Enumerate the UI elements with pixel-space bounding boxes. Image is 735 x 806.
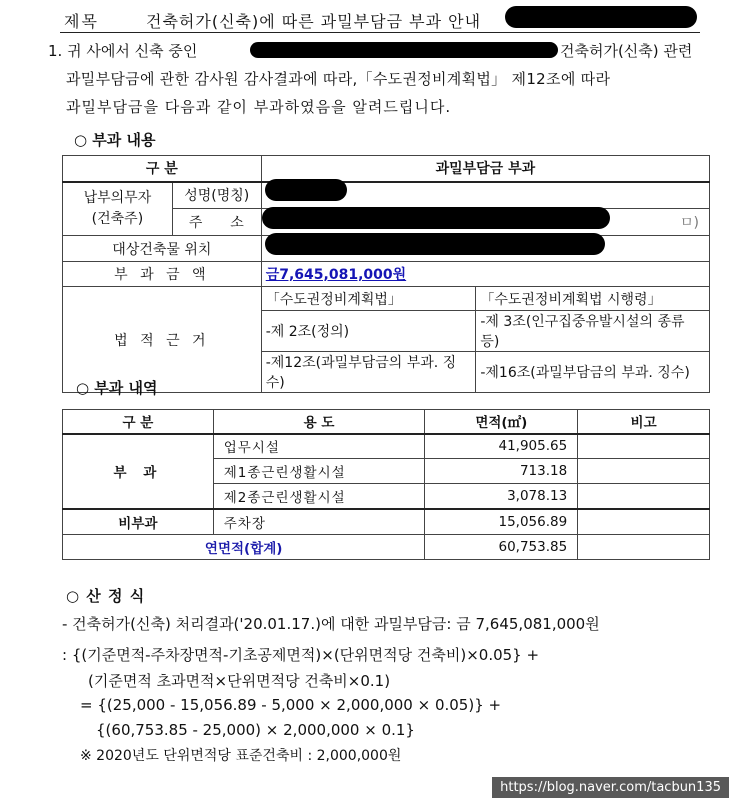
total-note bbox=[578, 535, 710, 560]
group-nontaxed: 비부과 bbox=[63, 509, 214, 535]
area-cell: 713.18 bbox=[425, 459, 578, 484]
redaction-subject bbox=[505, 6, 697, 28]
amount-value[interactable] bbox=[261, 262, 709, 287]
law1-b: -제12조(과밀부담금의 부과. 징수) bbox=[261, 352, 476, 393]
amount-label: 부 과 금 액 bbox=[63, 262, 262, 287]
note-cell bbox=[578, 434, 710, 459]
hdr2-use: 용 도 bbox=[213, 410, 425, 434]
total-area: 60,753.85 bbox=[425, 535, 578, 560]
row-amount bbox=[63, 262, 710, 287]
law2-title: 「수도권정비계획법 시행령」 bbox=[476, 287, 710, 311]
area-cell: 41,905.65 bbox=[425, 434, 578, 459]
formula-line-2: : {(기준면적-주차장면적-기초공제면적)×(단위면적당 건축비)×0.05} + bbox=[62, 646, 540, 664]
address-label: 주 소 bbox=[172, 209, 261, 236]
intro-prefix: 1. 귀 사에서 신축 중인 bbox=[48, 42, 198, 60]
section3-heading: ○ 산 정 식 bbox=[66, 587, 146, 605]
location-label: 대상건축물 위치 bbox=[63, 236, 262, 262]
intro-line-3: 과밀부담금을 다음과 같이 부과하였음을 알려드립니다. bbox=[66, 98, 452, 116]
formula-line-4: = {(25,000 - 15,056.89 - 5,000 × 2,000,000 × 0.05)} + bbox=[80, 696, 502, 714]
amount-link[interactable]: 금7,645,081,000원 bbox=[265, 267, 407, 283]
formula-line-5: {(60,753.85 - 25,000) × 2,000,000 × 0.1} bbox=[96, 721, 415, 739]
intro-line-2: 과밀부담금에 관한 감사원 감사결과에 따라,「수도권정비계획법」 제12조에 따라 bbox=[66, 70, 611, 88]
levy-breakdown-table bbox=[62, 409, 710, 560]
table-row bbox=[63, 509, 710, 535]
legal-basis-label: 법 적 근 거 bbox=[63, 287, 262, 393]
law1-title: 「수도권정비계획법」 bbox=[261, 287, 476, 311]
levy-content-table bbox=[62, 155, 710, 393]
redaction-intro bbox=[250, 42, 558, 58]
note-cell bbox=[578, 509, 710, 535]
redaction-location bbox=[265, 233, 605, 255]
law2-a: -제 3조(인구집중유발시설의 종류 등) bbox=[476, 311, 710, 352]
address-value: ㅁ) bbox=[261, 209, 709, 236]
table1-header bbox=[63, 156, 710, 182]
name-label: 성명(명칭) bbox=[172, 182, 261, 209]
total-row bbox=[63, 535, 710, 560]
area-cell: 15,056.89 bbox=[425, 509, 578, 535]
redaction-address bbox=[262, 207, 610, 229]
section2-heading: ○ 부과 내역 bbox=[76, 379, 158, 397]
hdr2-category: 구 분 bbox=[63, 410, 214, 434]
hdr-category: 구 분 bbox=[63, 156, 262, 182]
hdr2-area: 면적(㎡) bbox=[425, 410, 578, 434]
law2-b: -제16조(과밀부담금의 부과. 징수) bbox=[476, 352, 710, 393]
hdr-levy: 과밀부담금 부과 bbox=[261, 156, 709, 182]
blog-watermark: https://blog.naver.com/tacbun135 bbox=[492, 777, 729, 798]
row-name bbox=[63, 182, 710, 209]
payer-label: 납부의무자 (건축주) bbox=[63, 182, 173, 236]
intro-line-1-suffix: 건축허가(신축) 관련 bbox=[560, 42, 693, 60]
group-taxed: 부 과 bbox=[63, 434, 214, 509]
use-cell: 업무시설 bbox=[213, 434, 425, 459]
use-cell: 제1종근린생활시설 bbox=[213, 459, 425, 484]
formula-line-1: - 건축허가(신축) 처리결과('20.01.17.)에 대한 과밀부담금: 금 7,645,081,000원 bbox=[62, 615, 600, 633]
use-cell: 제2종근린생활시설 bbox=[213, 484, 425, 509]
formula-line-3: (기준면적 초과면적×단위면적당 건축비×0.1) bbox=[88, 672, 391, 690]
total-label: 연면적(합계) bbox=[63, 535, 425, 560]
use-cell: 주차장 bbox=[213, 509, 425, 535]
section1-heading: ○ 부과 내용 bbox=[74, 131, 156, 149]
subject-text: 건축허가(신축)에 따른 과밀부담금 부과 안내 bbox=[146, 12, 482, 31]
law1-a: -제 2조(정의) bbox=[261, 311, 476, 352]
area-cell: 3,078.13 bbox=[425, 484, 578, 509]
table2-header bbox=[63, 410, 710, 434]
note-cell bbox=[578, 484, 710, 509]
subject-label: 제목 bbox=[64, 12, 99, 31]
note-cell bbox=[578, 459, 710, 484]
redaction-name bbox=[265, 179, 347, 201]
row-law-titles bbox=[63, 287, 710, 311]
table-row bbox=[63, 434, 710, 459]
hdr2-note: 비고 bbox=[578, 410, 710, 434]
formula-line-6: ※ 2020년도 단위면적당 표준건축비 : 2,000,000원 bbox=[80, 748, 402, 764]
